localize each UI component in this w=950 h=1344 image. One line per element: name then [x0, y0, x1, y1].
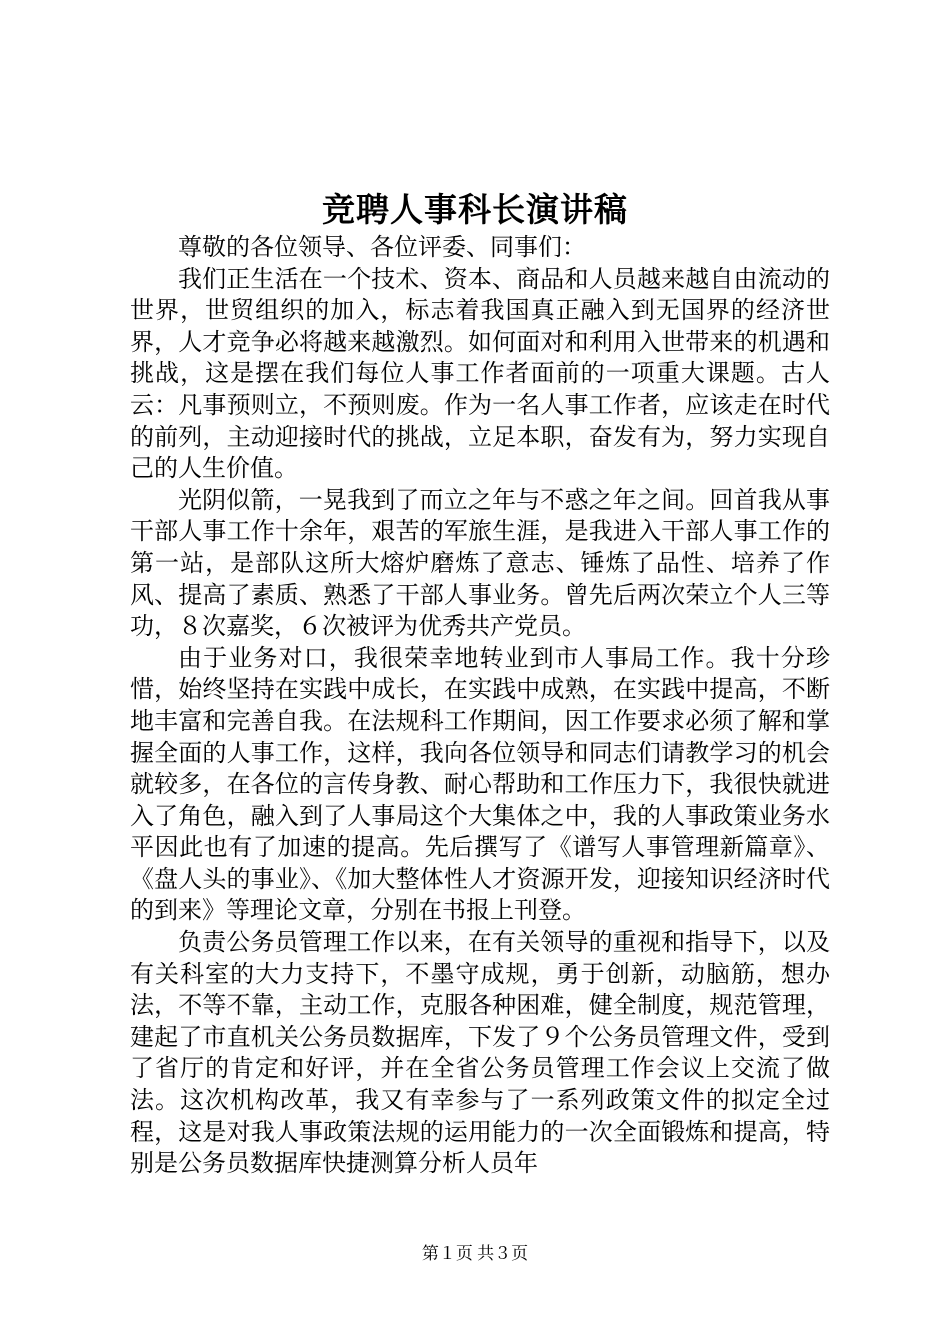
- salutation-paragraph: 尊敬的各位领导、各位评委、同事们：: [178, 233, 586, 261]
- document-title: 竞聘人事科长演讲稿: [322, 190, 628, 229]
- document-body: [130, 232, 830, 1180]
- body-paragraph: 由于业务对口，我很荣幸地转业到市人事局工作。我十分珍惜，始终坚持在实践中成长，在实践中成熟，在实践中提高，不断地丰富和完善自我。在法规科工作期间，因工作要求必须了解和掌握全面的人事工作，这样，我向各位领导和同志们请教学习的机会就较多，在各位的言传身教、耐心帮助和工作压力下，我很快就进入了角色，融入到了人事局这个大集体之中，我的人事政策业务水平因此也有了加速的提高。先后撰写了《谱写人事管理新篇章》、《盘人头的事业》、《加大整体性人才资源开发，迎接知识经济时代的到来》等理论文章，分别在书报上刊登。: [130, 643, 830, 925]
- page-footer: 第１页 共３页: [421, 1244, 529, 1263]
- body-paragraph: 我们正生活在一个技术、资本、商品和人员越来越自由流动的世界，世贸组织的加入，标志着我国真正融入到无国界的经济世界，人才竞争必将越来越激烈。如何面对和利用入世带来的机遇和挑战，这是摆在我们每位人事工作者面前的一项重大课题。古人云：凡事预则立，不预则废。作为一名人事工作者，应该走在时代的前列，主动迎接时代的挑战，立足本职，奋发有为，努力实现自己的人生价值。: [130, 264, 830, 483]
- body-paragraph: 光阴似箭，一晃我到了而立之年与不惑之年之间。回首我从事干部人事工作十余年，艰苦的军旅生涯，是我进入干部人事工作的第一站，是部队这所大熔炉磨炼了意志、锤炼了品性、培养了作风、提高了素质、熟悉了干部人事业务。曾先后两次荣立个人三等功，８次嘉奖，６次被评为优秀共产党员。: [130, 485, 830, 641]
- body-paragraph: 负责公务员管理工作以来，在有关领导的重视和指导下，以及有关科室的大力支持下，不墨守成规，勇于创新，动脑筋，想办法，不等不靠，主动工作，克服各种困难，健全制度，规范管理，建起了市直机关公务员数据库，下发了９个公务员管理文件，受到了省厅的肯定和好评，并在全省公务员管理工作会议上交流了做法。这次机构改革，我又有幸参与了一系列政策文件的拟定全过程，这是对我人事政策法规的运用能力的一次全面锻炼和提高，特别是公务员数据库快捷测算分析人员年: [130, 928, 830, 1178]
